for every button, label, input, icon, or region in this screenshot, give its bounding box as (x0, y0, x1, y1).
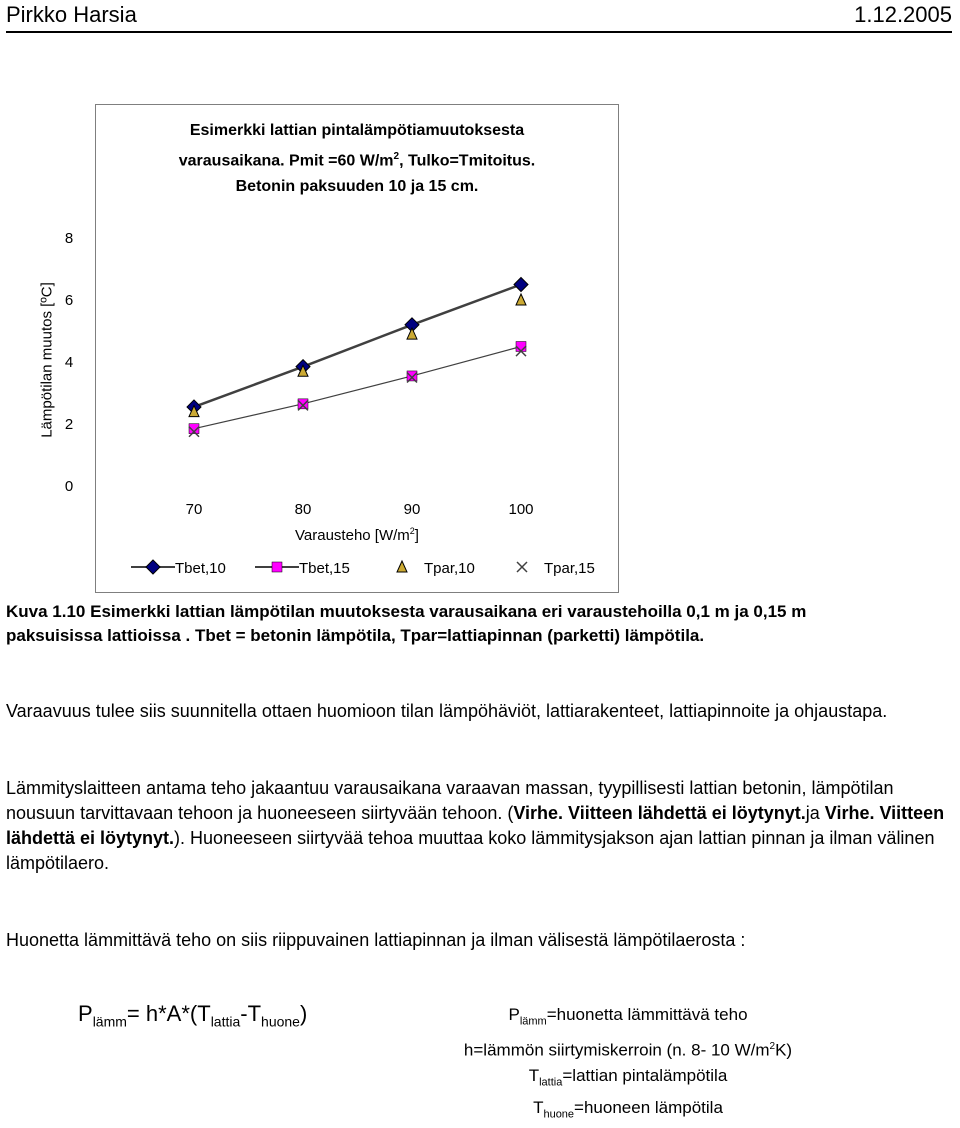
definition-h (418, 1034, 838, 1063)
y-axis-title-text: Lämpötilan muutos [ºC] (38, 282, 56, 438)
paragraph-2-a: Lämmityslaitteen antama teho jakaantuu varausaikana varaavan massan, tyypillisesti lattian betonin, lämpötilan nousuun tarvittavaan tehoon ja huoneeseen siirtyvään tehoon. ( (6, 778, 894, 823)
legend-marker (517, 562, 527, 572)
definition-p (418, 1002, 838, 1034)
formula-minus: -T (240, 1001, 262, 1026)
x-tick-label: 70 (185, 501, 203, 518)
data-point-series-1 (516, 342, 526, 352)
formula-end: ) (299, 1001, 308, 1026)
paragraph-2-c: ja (805, 803, 825, 823)
def-tl-text: =lattian pintalämpötila (562, 1066, 728, 1086)
paragraph-3: Huonetta lämmittävä teho on siis riippuvainen lattiapinnan ja ilman välisestä lämpötilaerosta : (6, 930, 746, 950)
definition-t-lattia (418, 1063, 838, 1095)
formula-p-sub: lämm (92, 1013, 127, 1030)
data-point-series-0 (514, 278, 528, 292)
header-date: 1.12.2005 (854, 2, 952, 27)
formula-t1-sub: lattia (210, 1013, 241, 1030)
header-author: Pirkko Harsia (6, 2, 137, 27)
definition-t-huone (418, 1095, 838, 1127)
reference-error-2: Virhe. Viitteen lähdettä ei löytynyt. (6, 803, 945, 848)
y-tick-label: 6 (64, 292, 74, 309)
chart-title-line-3: Betonin paksuuden 10 ja 15 cm. (235, 178, 479, 196)
x-tick-label: 80 (294, 501, 312, 518)
legend-label: Tbet,10 (175, 560, 226, 577)
figure-caption: Kuva 1.10 Esimerkki lattian lämpötilan muutoksesta varausaikana eri varaustehoilla 0,1 m ja 0,15 m paksuisissa lattioissa . Tbet = betonin lämpötila, Tpar=lattiapinnan (parketti) lämpötila. (6, 602, 807, 645)
chart-title-line-2: varausaikana. Pmit =60 W/m (178, 152, 394, 170)
data-point-series-1 (407, 371, 417, 381)
legend-label: Tbet,15 (299, 560, 350, 577)
legend-label: Tpar,15 (544, 560, 595, 577)
series-line-0 (194, 285, 521, 407)
x-tick-label: 90 (403, 501, 421, 518)
formula-p: P (78, 1001, 93, 1026)
def-h-end: K) (775, 1041, 793, 1061)
paragraph-2-e: ). Huoneeseen siirtyvää tehoa muuttaa koko lämmitysjakson ajan lattian pinnan ja ilman välinen lämpötilaero. (6, 828, 935, 873)
y-tick-label: 0 (64, 478, 74, 495)
paragraph-1: Varaavuus tulee siis suunnitella ottaen huomioon tilan lämpöhäviöt, lattiarakenteet, lattiapinnoite ja ohjaustapa. (6, 701, 888, 721)
data-point-series-2 (516, 294, 526, 305)
chart-title-sup: 2 (393, 151, 400, 162)
y-tick-label: 2 (64, 416, 74, 433)
def-p-sub: lämm (519, 1015, 547, 1028)
data-point-series-1 (298, 399, 308, 409)
def-p-symbol: P (508, 1005, 520, 1024)
reference-error-1: Virhe. Viitteen lähdettä ei löytynyt. (513, 803, 806, 823)
def-h-sup: 2 (769, 1041, 776, 1053)
chart-title-line-1: Esimerkki lattian pintalämpötiamuutoksesta (189, 122, 525, 139)
def-th-sub: huone (543, 1108, 575, 1121)
formula-t2-sub: huone (261, 1013, 300, 1030)
def-th-text: =huoneen lämpötila (574, 1098, 723, 1118)
def-h-text: h=lämmön siirtymiskerroin (n. 8- 10 W/m (463, 1041, 770, 1061)
def-p-text: =huonetta lämmittävä teho (546, 1005, 748, 1024)
x-axis-title-end: ] (414, 527, 419, 544)
legend-label: Tpar,10 (424, 560, 475, 577)
x-axis-title-text: Varausteho [W/m (295, 527, 410, 544)
x-axis-title (95, 526, 619, 544)
y-tick-label: 8 (64, 230, 74, 247)
legend-marker (146, 560, 160, 574)
def-tl-sub: lattia (539, 1076, 563, 1089)
def-tl-symbol: T (528, 1066, 540, 1086)
heat-formula (78, 1001, 307, 1029)
legend-marker (397, 561, 407, 572)
chart-title-line-2-end: , Tulko=Tmitoitus. (399, 152, 536, 170)
legend-marker (272, 562, 282, 572)
x-axis-title-sup: 2 (409, 526, 415, 536)
x-tick-label: 100 (508, 501, 534, 518)
formula-mid: = h*A*(T (126, 1001, 211, 1026)
paragraph-2 (6, 776, 946, 876)
formula-definitions (418, 1002, 838, 1128)
y-tick-label: 4 (64, 354, 74, 371)
def-th-symbol: T (533, 1098, 544, 1118)
data-point-series-2 (407, 328, 417, 339)
